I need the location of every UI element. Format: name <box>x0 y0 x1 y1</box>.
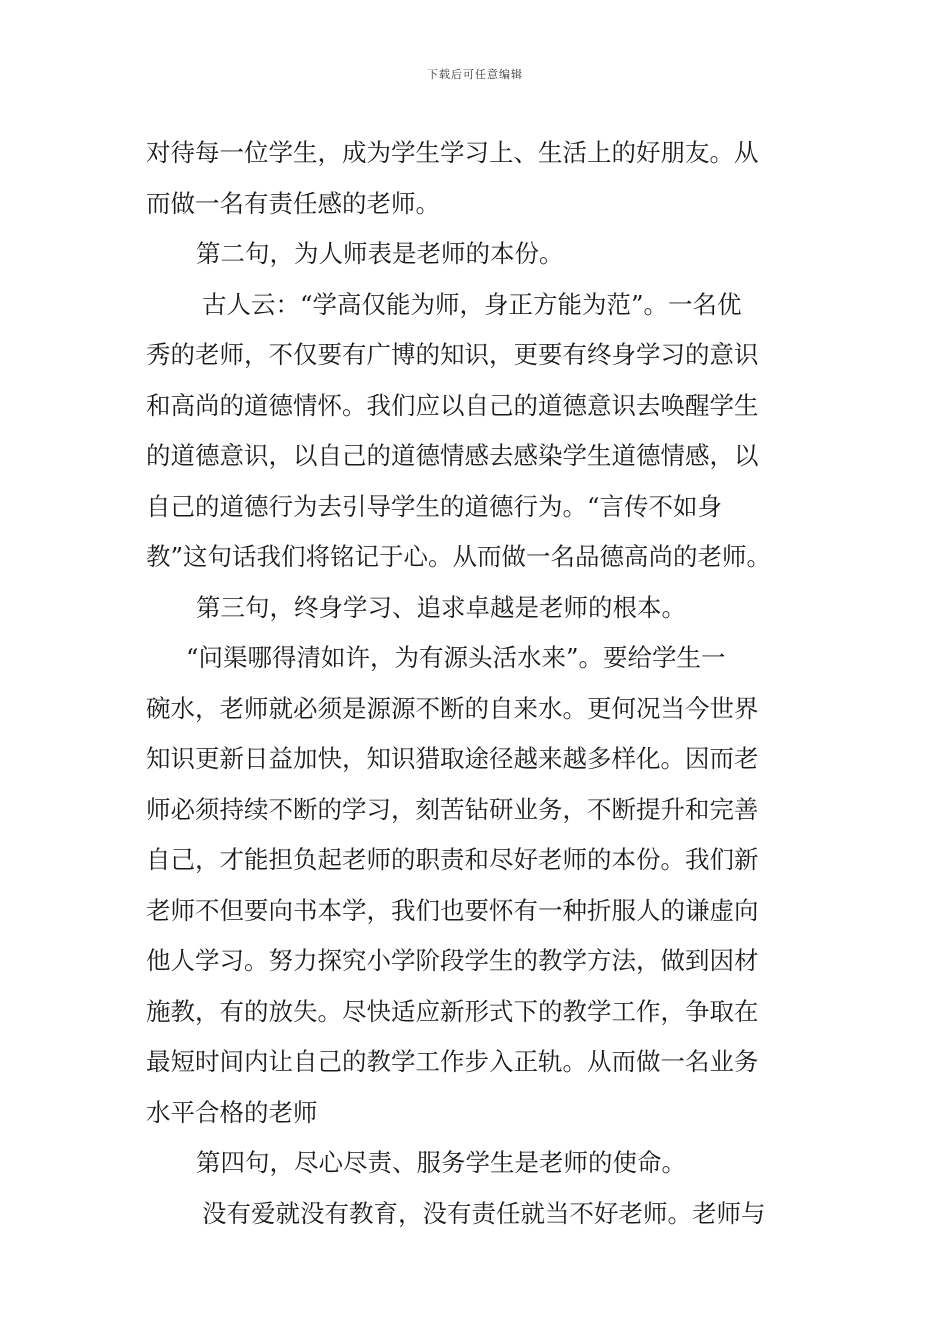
text-line: 自己的道德行为去引导学生的道德行为。“言传不如身 <box>146 491 723 521</box>
text-line: 师必须持续不断的学习，刻苦钻研业务，不断提升和完善 <box>146 794 759 824</box>
document-body <box>146 128 810 1239</box>
text-line: 对待每一位学生，成为学生学习上、生活上的好朋友。从 <box>146 138 759 167</box>
text-line: 水平合格的老师 <box>146 1097 318 1127</box>
text-line: 的道德意识，以自己的道德情感去感染学生道德情感，以 <box>146 441 759 470</box>
text-line: 知识更新日益加快，知识猎取途径越来越多样化。因而老 <box>146 744 759 773</box>
section-heading: 第三句，终身学习、追求卓越是老师的根本。 <box>196 592 686 622</box>
page-header: 下载后可任意编辑 <box>427 68 523 81</box>
text-line: 他人学习。努力探究小学阶段学生的教学方法，做到因材 <box>146 946 759 975</box>
section-heading: 第四句，尽心尽责、服务学生是老师的使命。 <box>196 1148 686 1177</box>
text-line: 最短时间内让自己的教学工作步入正轨。从而做一名业务 <box>146 1047 759 1076</box>
text-line: 没有爱就没有教育，没有责任就当不好老师。老师与 <box>202 1198 766 1228</box>
text-line: 古人云：“学高仅能为师，身正方能为范”。一名优 <box>202 289 742 319</box>
text-line: 教”这句话我们将铭记于心。从而做一名品德高尚的老师。 <box>146 542 772 571</box>
text-line: 施教，有的放失。尽快适应新形式下的教学工作，争取在 <box>146 996 759 1026</box>
text-line: 和高尚的道德情怀。我们应以自己的道德意识去唤醒学生 <box>146 390 759 420</box>
text-line: “问渠哪得清如许，为有源头活水来”。要给学生一 <box>186 643 726 672</box>
text-line: 秀的老师，不仅要有广博的知识，更要有终身学习的意识 <box>146 340 759 369</box>
text-line: 碗水，老师就必须是源源不断的自来水。更何况当今世界 <box>146 693 759 723</box>
section-heading: 第二句，为人师表是老师的本份。 <box>196 239 564 268</box>
text-line: 而做一名有责任感的老师。 <box>146 188 440 218</box>
text-line: 自己，才能担负起老师的职责和尽好老师的本份。我们新 <box>146 845 759 874</box>
text-line: 老师不但要向书本学，我们也要怀有一种折服人的谦虚向 <box>146 895 759 925</box>
